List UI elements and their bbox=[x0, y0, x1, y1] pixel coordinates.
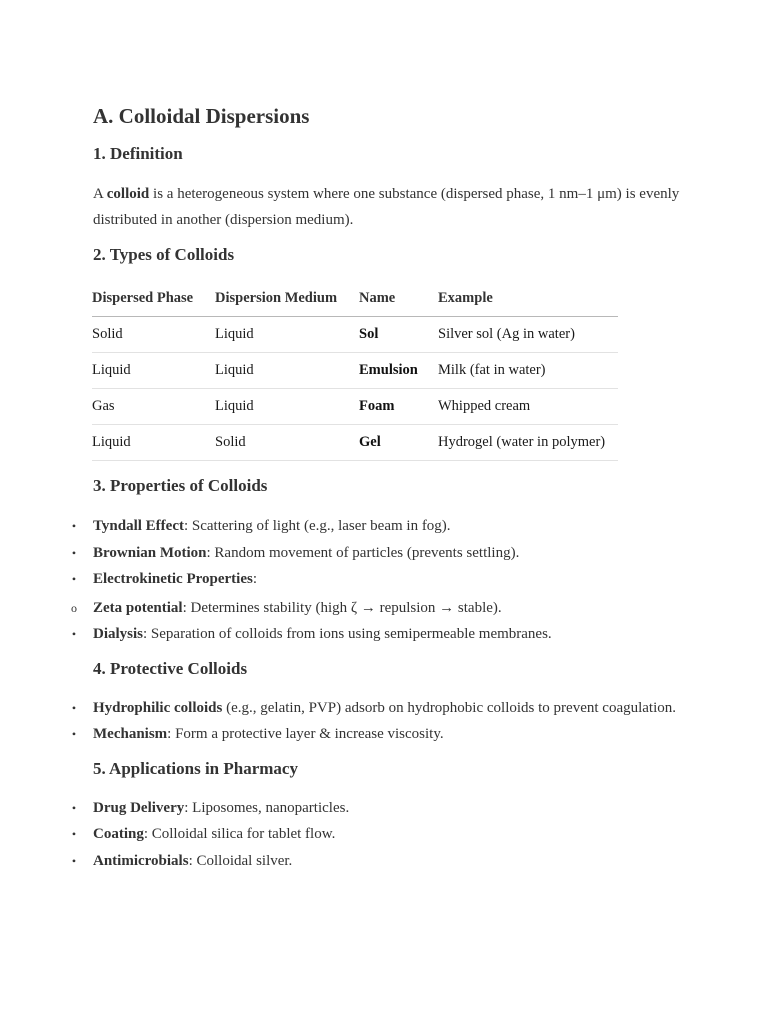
list-item bbox=[71, 566, 693, 593]
cell-name: Gel bbox=[359, 425, 438, 461]
cell-dispersed-phase: Liquid bbox=[92, 425, 215, 461]
cell-dispersion-medium: Liquid bbox=[215, 389, 359, 425]
list-item bbox=[71, 513, 693, 540]
bullet-marker: • bbox=[71, 727, 77, 741]
table-row bbox=[92, 425, 618, 461]
list-item bbox=[71, 848, 693, 875]
list-item bbox=[71, 595, 693, 622]
definition-text: is a heterogeneous system where one substance (dispersed phase, 1 nm–1 μm) is evenly distributed in another (dispersion medium). bbox=[93, 186, 680, 228]
column-header: Dispersion Medium bbox=[215, 281, 359, 317]
item-term: Tyndall Effect bbox=[93, 518, 184, 534]
item-text: : Liposomes, nanoparticles. bbox=[184, 799, 350, 816]
applications-list bbox=[71, 795, 693, 875]
section-heading-types: 2. Types of Colloids bbox=[93, 245, 235, 264]
cell-dispersed-phase: Gas bbox=[92, 389, 215, 425]
item-text: : Determines stability (high ζ → repulsion → stable). bbox=[182, 599, 502, 616]
bullet-marker: • bbox=[71, 800, 77, 815]
list-item bbox=[71, 540, 693, 567]
item-text: : Separation of colloids from ions using semipermeable membranes. bbox=[143, 626, 552, 642]
item-text: (e.g., gelatin, PVP) adsorb on hydrophobic colloids to prevent coagulation. bbox=[222, 699, 677, 716]
cell-dispersion-medium: Liquid bbox=[215, 353, 359, 389]
item-term: Antimicrobials bbox=[93, 852, 189, 869]
table-row bbox=[92, 389, 618, 425]
cell-name: Foam bbox=[359, 389, 438, 425]
definition-paragraph bbox=[93, 181, 693, 233]
list-item bbox=[71, 695, 693, 722]
item-text: : Colloidal silver. bbox=[188, 852, 293, 869]
cell-example: Milk (fat in water) bbox=[438, 353, 618, 389]
cell-dispersion-medium: Liquid bbox=[215, 317, 359, 353]
colloid-types-table bbox=[92, 281, 618, 461]
bullet-marker: • bbox=[71, 627, 77, 641]
cell-example: Silver sol (Ag in water) bbox=[438, 317, 618, 353]
item-text: : Form a protective layer & increase viscosity. bbox=[167, 726, 444, 742]
sub-bullet-marker: o bbox=[71, 600, 77, 615]
column-header: Dispersed Phase bbox=[92, 281, 215, 317]
table-row bbox=[92, 353, 618, 389]
section-heading-protective: 4. Protective Colloids bbox=[93, 658, 248, 678]
column-header: Example bbox=[438, 281, 618, 317]
item-text: : Scattering of light (e.g., laser beam in fog). bbox=[183, 518, 451, 534]
item-term: Electrokinetic Properties bbox=[93, 571, 253, 587]
bullet-marker: • bbox=[71, 700, 77, 715]
cell-dispersed-phase: Liquid bbox=[92, 353, 215, 389]
item-text: : Random movement of particles (prevents settling). bbox=[206, 544, 520, 561]
item-text: : Colloidal silica for tablet flow. bbox=[143, 826, 336, 842]
item-text: : bbox=[252, 571, 257, 587]
definition-pre: A bbox=[93, 186, 107, 202]
bullet-marker: • bbox=[71, 827, 77, 841]
cell-example: Whipped cream bbox=[438, 389, 618, 425]
section-heading-definition: 1. Definition bbox=[93, 144, 183, 163]
cell-example: Hydrogel (water in polymer) bbox=[438, 425, 618, 461]
bullet-marker: • bbox=[71, 545, 77, 560]
bullet-marker: • bbox=[71, 519, 77, 533]
bullet-marker: • bbox=[71, 853, 77, 868]
list-item bbox=[71, 721, 693, 748]
section-heading-properties: 3. Properties of Colloids bbox=[93, 476, 268, 495]
cell-dispersion-medium: Solid bbox=[215, 425, 359, 461]
cell-name: Sol bbox=[359, 317, 438, 353]
item-term: Drug Delivery bbox=[93, 799, 185, 816]
column-header: Name bbox=[359, 281, 438, 317]
item-term: Mechanism bbox=[93, 726, 168, 742]
list-item bbox=[71, 821, 693, 848]
item-term: Dialysis bbox=[93, 626, 144, 642]
item-term: Coating bbox=[93, 826, 144, 842]
cell-name: Emulsion bbox=[359, 353, 438, 389]
item-term: Brownian Motion bbox=[93, 544, 207, 561]
protective-list bbox=[71, 695, 693, 748]
item-term: Zeta potential bbox=[93, 599, 183, 616]
page-title: A. Colloidal Dispersions bbox=[93, 104, 310, 128]
list-item bbox=[71, 621, 693, 648]
cell-dispersed-phase: Solid bbox=[92, 317, 215, 353]
table-header-row bbox=[92, 281, 618, 317]
table-row bbox=[92, 317, 618, 353]
document-page bbox=[71, 100, 693, 874]
definition-term: colloid bbox=[106, 186, 150, 202]
section-heading-applications: 5. Applications in Pharmacy bbox=[93, 758, 298, 778]
list-item bbox=[71, 795, 693, 822]
item-term: Hydrophilic colloids bbox=[93, 699, 223, 716]
bullet-marker: • bbox=[71, 572, 77, 586]
properties-list bbox=[71, 513, 693, 648]
